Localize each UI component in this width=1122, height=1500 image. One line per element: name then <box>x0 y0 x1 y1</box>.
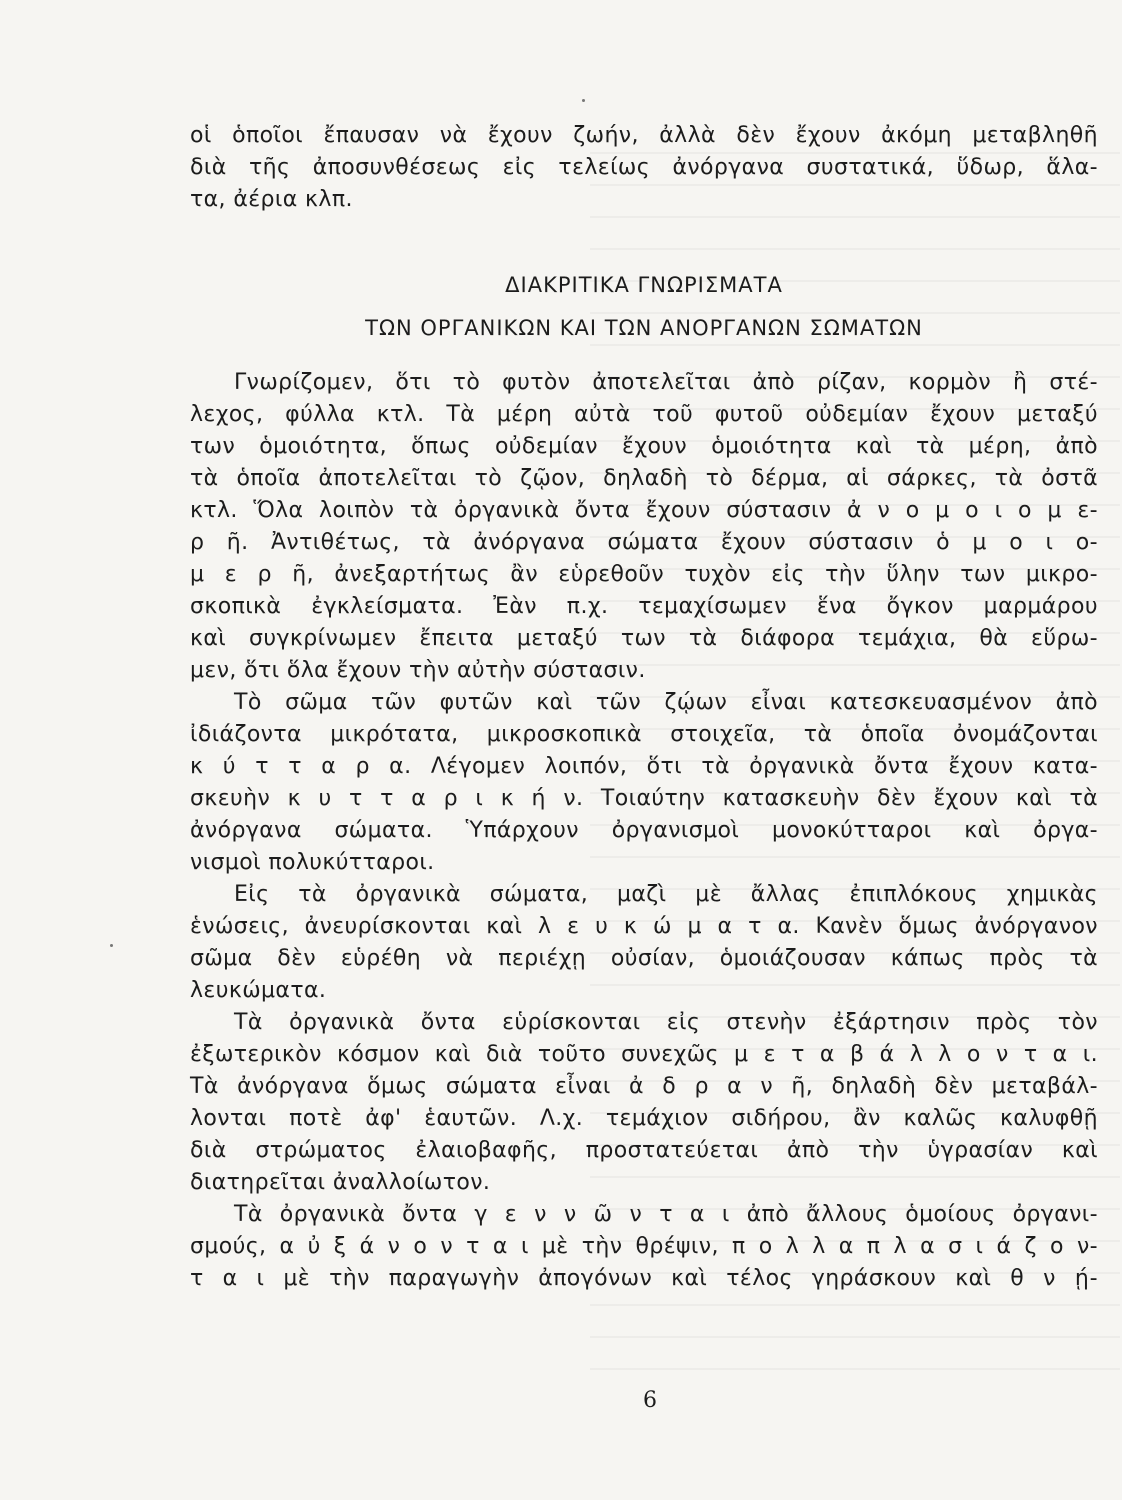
text-line: μ ε ρ ῆ, ἀνεξαρτήτως ἂν εὑρεθοῦν τυχὸν εἰς τὴν ὕλην των μικρο- <box>190 562 1098 587</box>
body-text <box>190 367 1098 1295</box>
text-line: των ὁμοιότητα, ὅπως οὐδεμίαν ἔχουν ὁμοιότητα καὶ τὰ μέρη, ἀπὸ <box>190 434 1098 459</box>
text-line: Τὰ ὀργανικὰ ὄντα εὑρίσκονται εἰς στενὴν ἐξάρτησιν πρὸς τὸν <box>234 1010 1098 1035</box>
speck <box>582 99 585 102</box>
text-line: κ ύ τ τ α ρ α. Λέγομεν λοιπόν, ὅτι τὰ ὀργανικὰ ὄντα ἔχουν κατα- <box>190 754 1098 779</box>
text-line: ρ ῆ. Ἀντιθέτως, τὰ ἀνόργανα σώματα ἔχουν σύστασιν ὁ μ ο ι ο- <box>190 530 1098 555</box>
text-line: Τὸ σῶμα τῶν φυτῶν καὶ τῶν ζῴων εἶναι κατεσκευασμένον ἀπὸ <box>234 690 1098 715</box>
text-line: σῶμα δὲν εὑρέθη νὰ περιέχῃ οὐσίαν, ὁμοιάζουσαν κάπως πρὸς τὰ <box>190 946 1098 971</box>
text-line: τ α ι μὲ τὴν παραγωγὴν ἀπογόνων καὶ τέλος γηράσκουν καὶ θ ν ῄ- <box>190 1266 1098 1291</box>
text-line: τὰ ὁποῖα ἀποτελεῖται τὸ ζῷον, δηλαδὴ τὸ δέρμα, αἱ σάρκες, τὰ ὀστᾶ <box>190 466 1098 491</box>
text-line: καὶ συγκρίνωμεν ἔπειτα μεταξύ των τὰ διάφορα τεμάχια, θὰ εὕρω- <box>190 626 1098 651</box>
text-line: οἱ ὁποῖοι ἔπαυσαν νὰ ἔχουν ζωήν, ἀλλὰ δὲν ἔχουν ἀκόμη μεταβληθῆ <box>190 123 1098 148</box>
section-heading-line-2: ΤΩΝ ΟΡΓΑΝΙΚΩΝ ΚΑΙ ΤΩΝ ΑΝΟΡΓΑΝΩΝ ΣΩΜΑΤΩΝ <box>365 316 923 340</box>
text-line: διὰ τῆς ἀποσυνθέσεως εἰς τελείως ἀνόργανα συστατικά, ὕδωρ, ἅλα- <box>190 155 1098 180</box>
text-line: κτλ. Ὅλα λοιπὸν τὰ ὀργανικὰ ὄντα ἔχουν σύστασιν ἀ ν ο μ ο ι ο μ ε- <box>190 498 1098 523</box>
text-line: διὰ στρώματος ἐλαιοβαφῆς, προστατεύεται ἀπὸ τὴν ὑγρασίαν καὶ <box>190 1138 1098 1163</box>
intro-paragraph <box>190 120 1098 216</box>
speck <box>110 944 113 947</box>
text-line: σκευὴν κ υ τ τ α ρ ι κ ή ν. Τοιαύτην κατασκευὴν δὲν ἔχουν καὶ τὰ <box>190 786 1098 811</box>
text-line: ἑνώσεις, ἀνευρίσκονται καὶ λ ε υ κ ώ μ α τ α. Κανὲν ὅμως ἀνόργανον <box>190 914 1098 939</box>
text-line: Τὰ ἀνόργανα ὅμως σώματα εἶναι ἀ δ ρ α ν ῆ, δηλαδὴ δὲν μεταβάλ- <box>190 1074 1098 1099</box>
text-line: ἀνόργανα σώματα. Ὑπάρχουν ὀργανισμοὶ μονοκύτταροι καὶ ὀργα- <box>190 818 1098 843</box>
text-line: λευκώματα. <box>190 978 327 1003</box>
text-line: ἰδιάζοντα μικρότατα, μικροσκοπικὰ στοιχεῖα, τὰ ὁποῖα ὀνομάζονται <box>190 722 1098 747</box>
text-line: Τὰ ὀργανικὰ ὄντα γ ε ν ν ῶ ν τ α ι ἀπὸ ἄλλους ὁμοίους ὀργανι- <box>234 1202 1098 1227</box>
text-line: σμούς, α ὐ ξ ά ν ο ν τ α ι μὲ τὴν θρέψιν, π ο λ λ α π λ α σ ι ά ζ ο ν- <box>190 1234 1098 1259</box>
text-line: μεν, ὅτι ὅλα ἔχουν τὴν αὐτὴν σύστασιν. <box>190 658 646 683</box>
text-line: νισμοὶ πολυκύτταροι. <box>190 850 435 875</box>
text-line: λονται ποτὲ ἀφ' ἑαυτῶν. Λ.χ. τεμάχιον σιδήρου, ἂν καλῶς καλυφθῇ <box>190 1106 1098 1131</box>
page-number: 6 <box>643 1388 657 1413</box>
section-heading-line-1: ΔΙΑΚΡΙΤΙΚΑ ΓΝΩΡΙΣΜΑΤΑ <box>505 273 783 297</box>
text-line: Γνωρίζομεν, ὅτι τὸ φυτὸν ἀποτελεῖται ἀπὸ ρίζαν, κορμὸν ἢ στέ- <box>234 370 1098 395</box>
text-line: σκοπικὰ ἐγκλείσματα. Ἐὰν π.χ. τεμαχίσωμεν ἕνα ὄγκον μαρμάρου <box>190 594 1098 619</box>
text-line: Εἰς τὰ ὀργανικὰ σώματα, μαζὶ μὲ ἄλλας ἐπιπλόκους χημικὰς <box>234 882 1098 907</box>
text-line: τα, ἀέρια κλπ. <box>190 187 353 212</box>
text-line: λεχος, φύλλα κτλ. Τὰ μέρη αὐτὰ τοῦ φυτοῦ οὐδεμίαν ἔχουν μεταξύ <box>190 402 1098 427</box>
text-line: ἐξωτερικὸν κόσμον καὶ διὰ τοῦτο συνεχῶς μ ε τ α β ά λ λ ο ν τ α ι. <box>190 1042 1098 1067</box>
text-line: διατηρεῖται ἀναλλοίωτον. <box>190 1170 491 1195</box>
